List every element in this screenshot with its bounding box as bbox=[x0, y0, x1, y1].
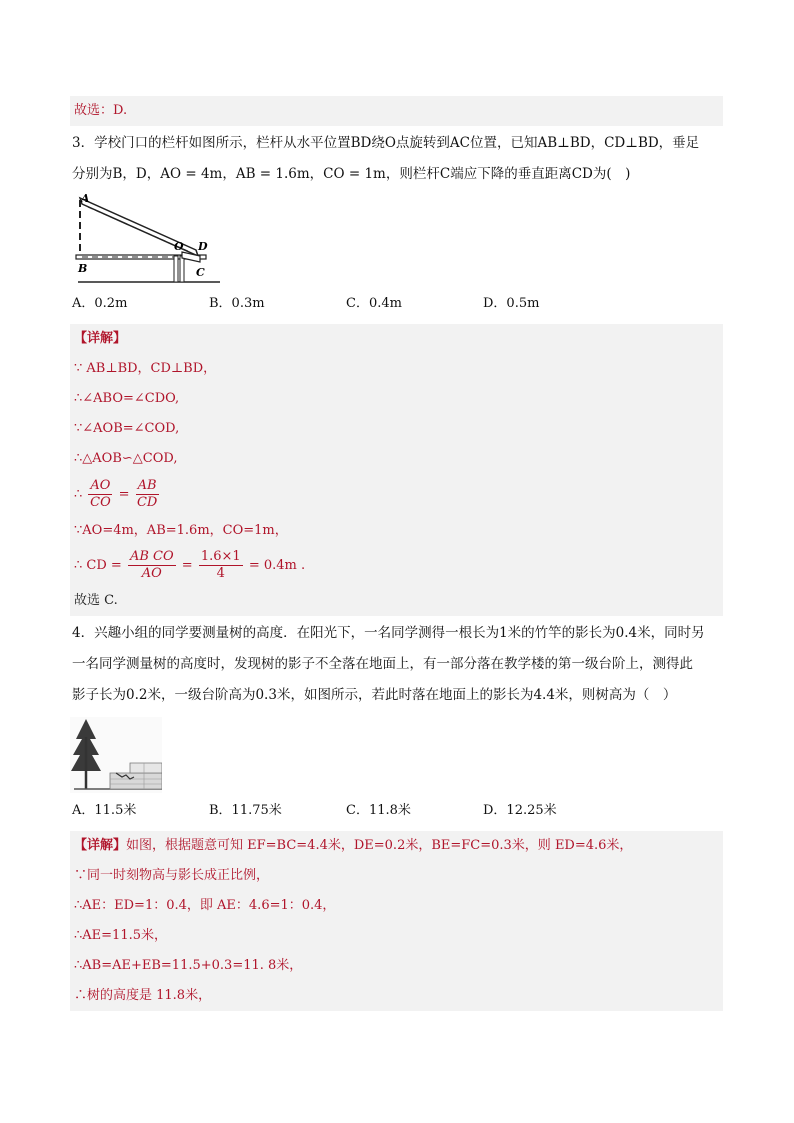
question-4-options bbox=[70, 797, 723, 825]
calculation: ∴ CD = $\frac{\text{AB CO}}{AO}$ = $\frac{1.6\times 1}{4}$ = 0.4m . bbox=[74, 549, 306, 581]
option-c: C．0.4m bbox=[346, 296, 402, 311]
question-3-options bbox=[70, 290, 723, 318]
label-c: C bbox=[196, 266, 205, 279]
question-4-text bbox=[70, 618, 723, 711]
question-4-solution bbox=[70, 831, 723, 1011]
option-d: D．0.5m bbox=[483, 296, 540, 311]
solution-step: ∴∠ABO=∠CDO, bbox=[74, 391, 180, 406]
post-left bbox=[174, 256, 178, 282]
question-3-solution bbox=[70, 324, 723, 616]
label-b: B bbox=[78, 262, 88, 275]
question-3-answer: 故选 C. bbox=[74, 593, 118, 608]
fraction-ao-co: $\frac{AO}{CO}$ bbox=[90, 478, 111, 510]
solution-step: ∵∠AOB=∠COD, bbox=[74, 421, 180, 436]
detail-first-line: 【详解】如图，根据题意可知 EF=BC=4.4米，DE=0.2米，BE=FC=0.3米，则 ED=4.6米， bbox=[74, 838, 633, 853]
step-icon bbox=[110, 773, 162, 789]
ratio-equation: ∴ $\frac{AO}{CO}$ = $\frac{AB}{CD}$ bbox=[74, 478, 158, 510]
option-a: A．0.2m bbox=[72, 296, 128, 311]
option-c: C．11.8米 bbox=[346, 803, 411, 818]
solution-step: ∴△AOB∽△COD, bbox=[74, 451, 178, 466]
detail-label: 【详解】 bbox=[74, 331, 127, 346]
fraction-numeric: $\frac{1.6\times 1}{4}$ bbox=[200, 549, 241, 581]
question-4-line-2: 一名同学测量树的高度时，发现树的影子不全落在地面上，有一部分落在教学楼的第一级台阶上，测得此 bbox=[72, 656, 693, 672]
option-b: B．0.3m bbox=[209, 296, 265, 311]
question-4-line-1: 4．兴趣小组的同学要测量树的高度．在阳光下，一名同学测得一根长为1米的竹竿的影长为0.4米，同时另 bbox=[72, 625, 705, 641]
question-3-line-1: 3．学校门口的栏杆如图所示，栏杆从水平位置BD绕O点旋转到AC位置，已知AB⊥BD，CD⊥BD，垂足 bbox=[72, 135, 700, 151]
previous-answer: 故选：D. bbox=[70, 96, 723, 126]
detail-label: 【详解】 bbox=[74, 838, 127, 853]
question-3-line-2: 分别为B，D，AO = 4m，AB = 1.6m，CO = 1m，则栏杆C端应下降的垂直距离CD为( ) bbox=[72, 166, 631, 182]
option-a: A．11.5米 bbox=[72, 803, 137, 818]
solution-step: ∵ AB⊥BD，CD⊥BD， bbox=[74, 361, 217, 376]
tree-shadow-figure bbox=[70, 717, 162, 793]
solution-step: ∴AB=AE+EB=11.5+0.3=11. 8米， bbox=[74, 958, 303, 973]
option-d: D．12.25米 bbox=[483, 803, 557, 818]
fraction-ab-cd: $\frac{AB}{CD}$ bbox=[136, 478, 158, 510]
post-right bbox=[180, 256, 184, 282]
label-o: O bbox=[174, 240, 184, 253]
solution-step: ∴AE=11.5米， bbox=[74, 928, 167, 943]
fraction-abco-ao: $\frac{\text{AB CO}}{AO}$ bbox=[129, 549, 174, 581]
barrier-figure bbox=[70, 190, 250, 288]
question-3-text bbox=[70, 128, 723, 190]
solution-step: ∴AE：ED=1：0.4，即 AE：4.6=1：0.4， bbox=[74, 898, 336, 913]
label-a: A bbox=[81, 192, 90, 205]
label-d: D bbox=[198, 240, 208, 253]
solution-step: ∵同一时刻物高与影长成正比例， bbox=[74, 868, 270, 883]
option-b: B．11.75米 bbox=[209, 803, 282, 818]
document-page bbox=[70, 96, 723, 1011]
given-values: ∵AO=4m，AB=1.6m，CO=1m， bbox=[74, 523, 288, 538]
solution-step: ∴树的高度是 11.8米， bbox=[74, 988, 212, 1003]
question-4-line-3: 影子长为0.2米，一级台阶高为0.3米，如图所示，若此时落在地面上的影长为4.4米，则树高为（ ） bbox=[72, 687, 677, 703]
